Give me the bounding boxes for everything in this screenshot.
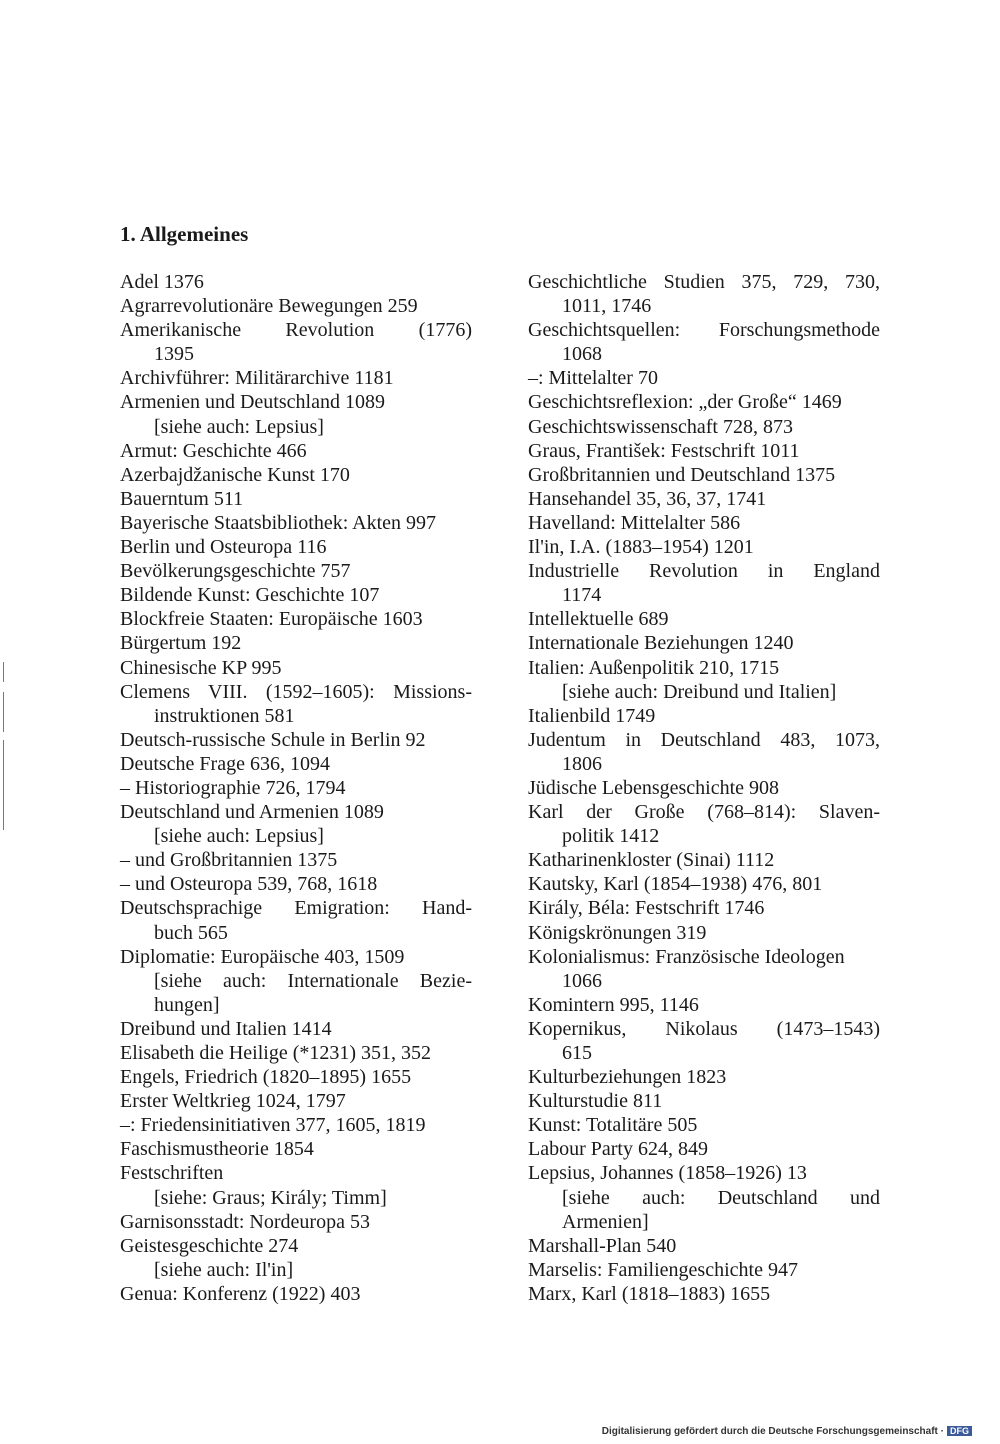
scan-margin-mark	[3, 740, 4, 830]
index-entry: Intellektuelle 689	[528, 608, 669, 631]
index-entry: Bürgertum 192	[120, 632, 242, 655]
index-entry: Festschriften	[120, 1162, 224, 1185]
index-entry: Geschichtswissenschaft 728, 873	[528, 415, 793, 438]
index-entry: Bevölkerungsgeschichte 757	[120, 560, 351, 583]
index-entry: [siehe auch: Lepsius]	[154, 415, 324, 438]
index-entry: Blockfreie Staaten: Europäische 1603	[120, 608, 423, 631]
index-entry: Faschismustheorie 1854	[120, 1138, 314, 1161]
digitization-footer	[602, 1426, 972, 1437]
index-entry: Bauerntum 511	[120, 487, 244, 510]
index-entry: Geschichtsquellen: Forschungsmethode	[528, 319, 880, 342]
index-entry: Armut: Geschichte 466	[120, 439, 307, 462]
index-entry: Archivführer: Militärarchive 1181	[120, 367, 394, 390]
index-entry: 1066	[562, 969, 602, 992]
index-entry: Bildende Kunst: Geschichte 107	[120, 584, 380, 607]
index-entry: Kunst: Totalitäre 505	[528, 1114, 698, 1137]
index-entry: [siehe auch: Internationale Bezie-	[154, 969, 472, 992]
index-entry: –: Friedensinitiativen 377, 1605, 1819	[120, 1114, 426, 1137]
index-entry: Armenien und Deutschland 1089	[120, 391, 385, 414]
index-entry: Agrarrevolutionäre Bewegungen 259	[120, 295, 418, 318]
index-entry: [siehe auch: Lepsius]	[154, 825, 324, 848]
index-entry: Király, Béla: Festschrift 1746	[528, 897, 765, 920]
index-entry: Großbritannien und Deutschland 1375	[528, 463, 836, 486]
index-entry: Armenien]	[562, 1210, 649, 1233]
index-entry: Judentum in Deutschland 483, 1073,	[528, 728, 880, 751]
index-entry: Geschichtsreflexion: „der Große“ 1469	[528, 391, 842, 414]
index-entry: politik 1412	[562, 825, 660, 848]
index-entry: Labour Party 624, 849	[528, 1138, 708, 1161]
index-entry: Genua: Konferenz (1922) 403	[120, 1282, 361, 1305]
footer-text: Digitalisierung gefördert durch die Deutsche Forschungsgemeinschaft ·	[601, 1426, 944, 1437]
index-entry: Bayerische Staatsbibliothek: Akten 997	[120, 511, 437, 534]
index-entry: Italien: Außenpolitik 210, 1715	[528, 656, 780, 679]
scan-margin-mark	[3, 662, 4, 682]
index-entry: Karl der Große (768–814): Slaven-	[528, 801, 880, 824]
index-entry: [siehe auch: Deutschland und	[562, 1186, 880, 1209]
index-entry: instruktionen 581	[154, 704, 295, 727]
index-entry: Deutsch-russische Schule in Berlin 92	[120, 728, 426, 751]
index-entry: –: Mittelalter 70	[528, 367, 658, 390]
index-entry: Komintern 995, 1146	[528, 993, 699, 1016]
index-entry: – und Großbritannien 1375	[120, 849, 338, 872]
index-entry: 1174	[562, 584, 602, 607]
index-entry: Kulturbeziehungen 1823	[528, 1066, 727, 1089]
index-entry: Erster Weltkrieg 1024, 1797	[120, 1090, 346, 1113]
index-entry: Marx, Karl (1818–1883) 1655	[528, 1282, 771, 1305]
index-entry: Marselis: Familiengeschichte 947	[528, 1258, 798, 1281]
index-entry: – Historiographie 726, 1794	[120, 776, 346, 799]
index-entry: Engels, Friedrich (1820–1895) 1655	[120, 1066, 412, 1089]
index-entry: Marshall-Plan 540	[528, 1234, 677, 1257]
index-entry: Garnisonsstadt: Nordeuropa 53	[120, 1210, 370, 1233]
index-entry: Berlin und Osteuropa 116	[120, 536, 327, 559]
index-entry: Elisabeth die Heilige (*1231) 351, 352	[120, 1042, 432, 1064]
index-entry: hungen]	[154, 993, 220, 1016]
index-entry: 1011, 1746	[562, 295, 652, 318]
index-entry: Geistesgeschichte 274	[120, 1234, 299, 1257]
index-entry: 615	[562, 1042, 592, 1064]
index-entry: [siehe auch: Dreibund und Italien]	[562, 680, 837, 703]
section-heading: 1. Allgemeines	[120, 222, 249, 246]
index-entry: Jüdische Lebensgeschichte 908	[528, 776, 780, 799]
index-entry: Italienbild 1749	[528, 704, 656, 727]
index-entry: Königskrönungen 319	[528, 921, 707, 944]
index-entry: Kopernikus, Nikolaus (1473–1543)	[528, 1017, 880, 1040]
index-entry: Geschichtliche Studien 375, 729, 730,	[528, 271, 880, 293]
index-entry: Diplomatie: Europäische 403, 1509	[120, 945, 405, 968]
index-column-left	[120, 270, 472, 1306]
index-column-right	[528, 270, 880, 1306]
index-entry: Havelland: Mittelalter 586	[528, 511, 741, 534]
index-entry: 1395	[154, 343, 194, 366]
index-entry: Deutschland und Armenien 1089	[120, 801, 384, 824]
index-entry: Azerbajdžanische Kunst 170	[120, 463, 350, 486]
index-entry: [siehe: Graus; Király; Timm]	[154, 1186, 387, 1209]
index-entry: Hansehandel 35, 36, 37, 1741	[528, 487, 767, 510]
index-entry: – und Osteuropa 539, 768, 1618	[120, 873, 378, 896]
index-entry: 1806	[562, 752, 602, 775]
index-entry: [siehe auch: Il'in]	[154, 1258, 294, 1281]
index-entry: Amerikanische Revolution (1776)	[120, 319, 472, 342]
index-entry: Adel 1376	[120, 271, 204, 293]
index-entry: Industrielle Revolution in England	[528, 560, 880, 583]
index-entry: Deutsche Frage 636, 1094	[120, 752, 330, 775]
index-entry: Katharinenkloster (Sinai) 1112	[528, 849, 775, 872]
index-entry: 1068	[562, 343, 602, 366]
dfg-logo: DFG	[947, 1426, 972, 1436]
index-entry: Kautsky, Karl (1854–1938) 476, 801	[528, 873, 823, 896]
index-entry: Kulturstudie 811	[528, 1090, 663, 1113]
index-entry: Lepsius, Johannes (1858–1926) 13	[528, 1162, 807, 1185]
index-entry: Graus, František: Festschrift 1011	[528, 439, 800, 462]
index-entry: Internationale Beziehungen 1240	[528, 632, 794, 655]
index-entry: Clemens VIII. (1592–1605): Missions-	[120, 680, 472, 703]
scan-margin-mark	[3, 692, 4, 732]
index-entry: Dreibund und Italien 1414	[120, 1017, 332, 1040]
index-entry: Chinesische KP 995	[120, 656, 282, 679]
index-entry: Kolonialismus: Französische Ideologen	[528, 945, 845, 968]
index-entry: buch 565	[154, 921, 228, 944]
index-entry: Il'in, I.A. (1883–1954) 1201	[528, 536, 754, 559]
index-entry: Deutschsprachige Emigration: Hand-	[120, 897, 472, 920]
